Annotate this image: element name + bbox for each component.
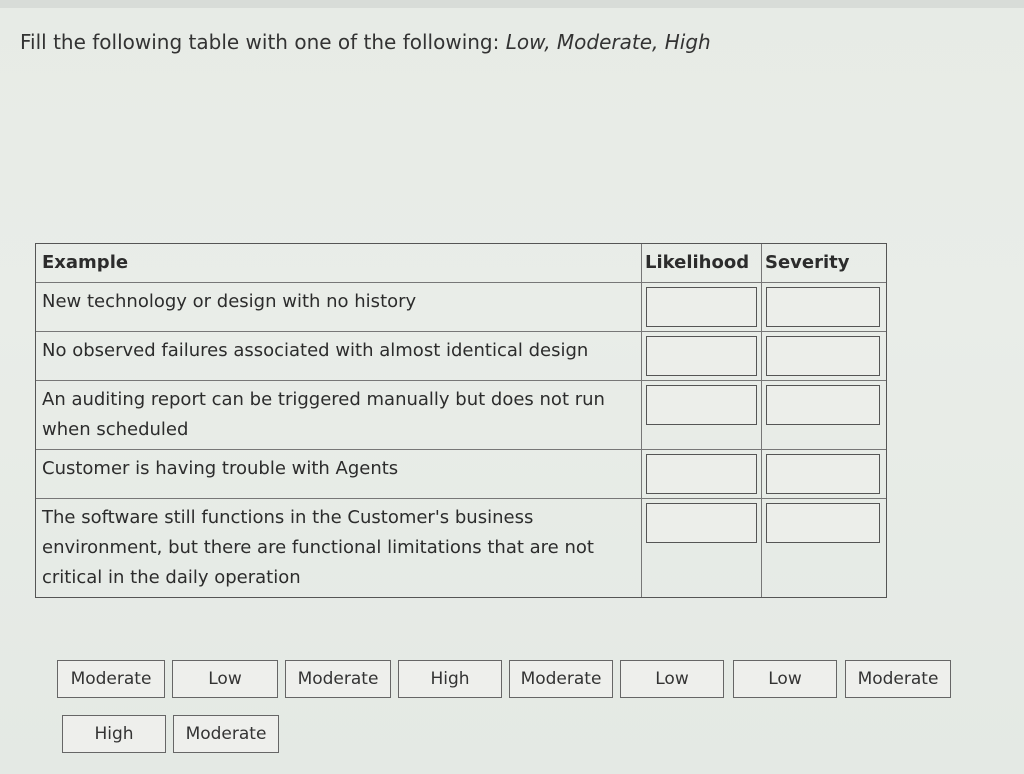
answer-chip[interactable]: Moderate	[173, 715, 279, 753]
table-row	[36, 282, 886, 331]
answer-chip[interactable]: Low	[620, 660, 724, 698]
severity-drop-target[interactable]	[766, 454, 880, 494]
example-text: The software still functions in the Customer's business environment, but there are functional limitations that are not critical in the daily operation	[36, 499, 642, 597]
answer-chip[interactable]: Low	[172, 660, 278, 698]
answer-chip[interactable]: High	[398, 660, 502, 698]
example-text: New technology or design with no history	[36, 283, 642, 331]
answer-chip[interactable]: Moderate	[57, 660, 165, 698]
table-row	[36, 331, 886, 380]
instruction-options: Low, Moderate, High	[505, 30, 711, 54]
likelihood-drop-target[interactable]	[646, 385, 757, 425]
table-row	[36, 380, 886, 449]
instruction-prefix: Fill the following table with one of the following:	[20, 30, 500, 54]
header-severity: Severity	[765, 252, 850, 273]
severity-drop-target[interactable]	[766, 287, 880, 327]
severity-drop-target[interactable]	[766, 336, 880, 376]
example-text: An auditing report can be triggered manually but does not run when scheduled	[36, 381, 642, 449]
answer-chip[interactable]: High	[62, 715, 166, 753]
likelihood-drop-target[interactable]	[646, 503, 757, 543]
answer-chip[interactable]: Moderate	[509, 660, 613, 698]
table-row	[36, 498, 886, 597]
severity-drop-target[interactable]	[766, 385, 880, 425]
top-border	[0, 0, 1024, 8]
header-example: Example	[36, 244, 642, 282]
answer-chip[interactable]: Moderate	[285, 660, 391, 698]
table-header-row	[36, 244, 886, 282]
table-row	[36, 449, 886, 498]
answer-chip[interactable]: Low	[733, 660, 837, 698]
header-likelihood: Likelihood	[642, 244, 762, 282]
example-text: Customer is having trouble with Agents	[36, 450, 642, 498]
example-text: No observed failures associated with almost identical design	[36, 332, 642, 380]
matching-table	[35, 243, 887, 598]
likelihood-drop-target[interactable]	[646, 336, 757, 376]
likelihood-drop-target[interactable]	[646, 454, 757, 494]
instruction-text	[20, 30, 711, 54]
likelihood-drop-target[interactable]	[646, 287, 757, 327]
severity-drop-target[interactable]	[766, 503, 880, 543]
answer-chip[interactable]: Moderate	[845, 660, 951, 698]
